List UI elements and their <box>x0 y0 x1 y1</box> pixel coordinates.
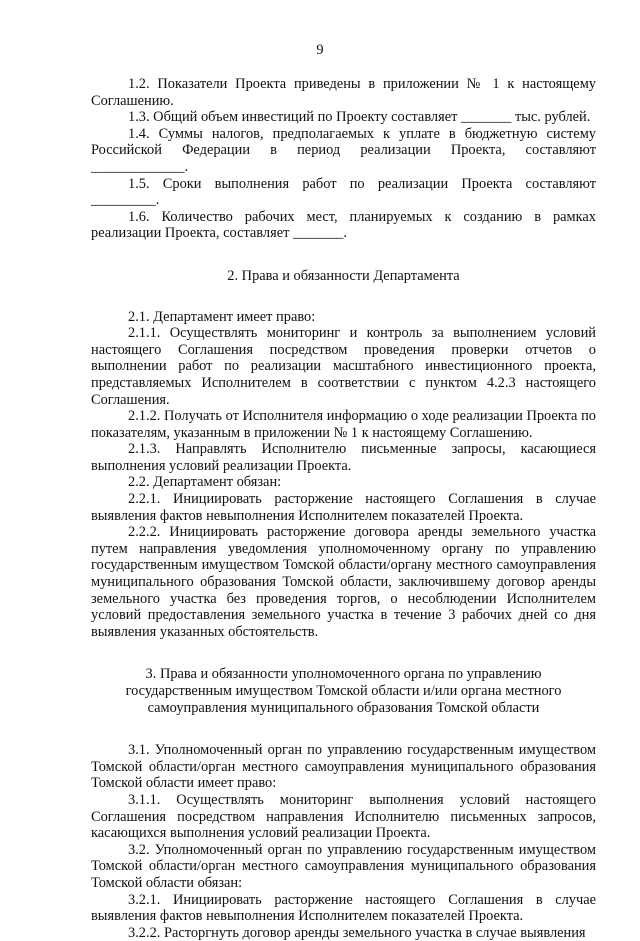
paragraph-3-1: 3.1. Уполномоченный орган по управлению государственным имуществом Томской области/орган местного самоуправления муниципального образования Томской области имеет право: <box>91 742 596 792</box>
paragraph-1-3: 1.3. Общий объем инвестиций по Проекту составляет _______ тыс. рублей. <box>128 109 591 126</box>
paragraph-1-6: 1.6. Количество рабочих мест, планируемых к созданию в рамках реализации Проекта, составляет _______. <box>91 208 596 242</box>
paragraph-3-2-1: 3.2.1. Инициировать расторжение настоящего Соглашения в случае выявления фактов невыполнения Исполнителем показателей Проекта. <box>91 891 596 925</box>
paragraph-2-1-3: 2.1.3. Направлять Исполнителю письменные запросы, касающиеся выполнения условий реализации Проекта. <box>91 441 596 474</box>
page-number: 9 <box>316 42 324 58</box>
spacer <box>91 716 596 742</box>
paragraph-3-1-1: 3.1.1. Осуществлять мониторинг выполнения условий настоящего Соглашения посредством направления Исполнителю письменных запросов, касающихся выполнения условий реализации Проекта. <box>91 791 596 842</box>
section-3-heading-line-1: 3. Права и обязанности уполномоченного органа по управлению <box>145 666 542 683</box>
spacer <box>91 640 596 666</box>
paragraph-2-2-2 <box>91 524 596 640</box>
section-2-heading: 2. Права и обязанности Департамента <box>227 267 460 284</box>
paragraph-3-2: 3.2. Уполномоченный орган по управлению государственным имуществом Томской области/орган местного самоуправления муниципального образования Томской области обязан: <box>91 841 596 891</box>
paragraph-1-4: 1.4. Суммы налогов, предполагаемых к уплате в бюджетную систему Российской Федерации в период реализации Проекта, составляют _____________. <box>91 125 596 175</box>
spacer <box>91 242 596 268</box>
paragraph-2-1: 2.1. Департамент имеет право: <box>128 308 316 325</box>
paragraph-1-5: 1.5. Сроки выполнения работ по реализации Проекта составляют _________. <box>91 175 596 209</box>
paragraph-2-1-1: 2.1.1. Осуществлять мониторинг и контроль за выполнением условий настоящего Соглашения посредством проведения проверки отчетов о выполнении работ по реализации масштабного инвестиционного проекта, представляемых Исполнителем в соответствии с пунктом 4.2.3 настоящего Соглашения. <box>91 325 596 408</box>
paragraph-2-2-1: 2.2.1. Инициировать расторжение настоящего Соглашения в случае выявления фактов невыполнения Исполнителем показателей Проекта. <box>91 491 596 524</box>
paragraph-2-2-2-text: 2.2.2. Инициировать расторжение договора аренды земельного участка путем направления уведомления уполномоченному органу по управлению государственным имуществом Томской области/органу местного самоуправления муниципального образования Томской области, заключившему договор аренды земельного участка без проведения торгов, о несоблюдении Исполнителем условий предоставления земельного участка в течение 3 рабочих дней со дня выявления указанных обстоятельств. <box>91 524 596 640</box>
paragraph-1-2: 1.2. Показатели Проекта приведены в приложении № 1 к настоящему Соглашению. <box>91 76 596 109</box>
spacer <box>91 285 596 309</box>
document-body <box>91 76 596 941</box>
section-3-heading-line-2: государственным имуществом Томской области и/или органа местного <box>125 683 562 699</box>
section-3-heading-line-3: самоуправления муниципального образования Томской области <box>147 699 540 716</box>
paragraph-2-1-2: 2.1.2. Получать от Исполнителя информацию о ходе реализации Проекта по показателям, указанным в приложении № 1 к настоящему Соглашению. <box>91 408 596 441</box>
paragraph-3-2-2: 3.2.2. Расторгнуть договор аренды земельного участка в случае выявления <box>128 924 586 941</box>
paragraph-2-2: 2.2. Департамент обязан: <box>128 474 282 491</box>
